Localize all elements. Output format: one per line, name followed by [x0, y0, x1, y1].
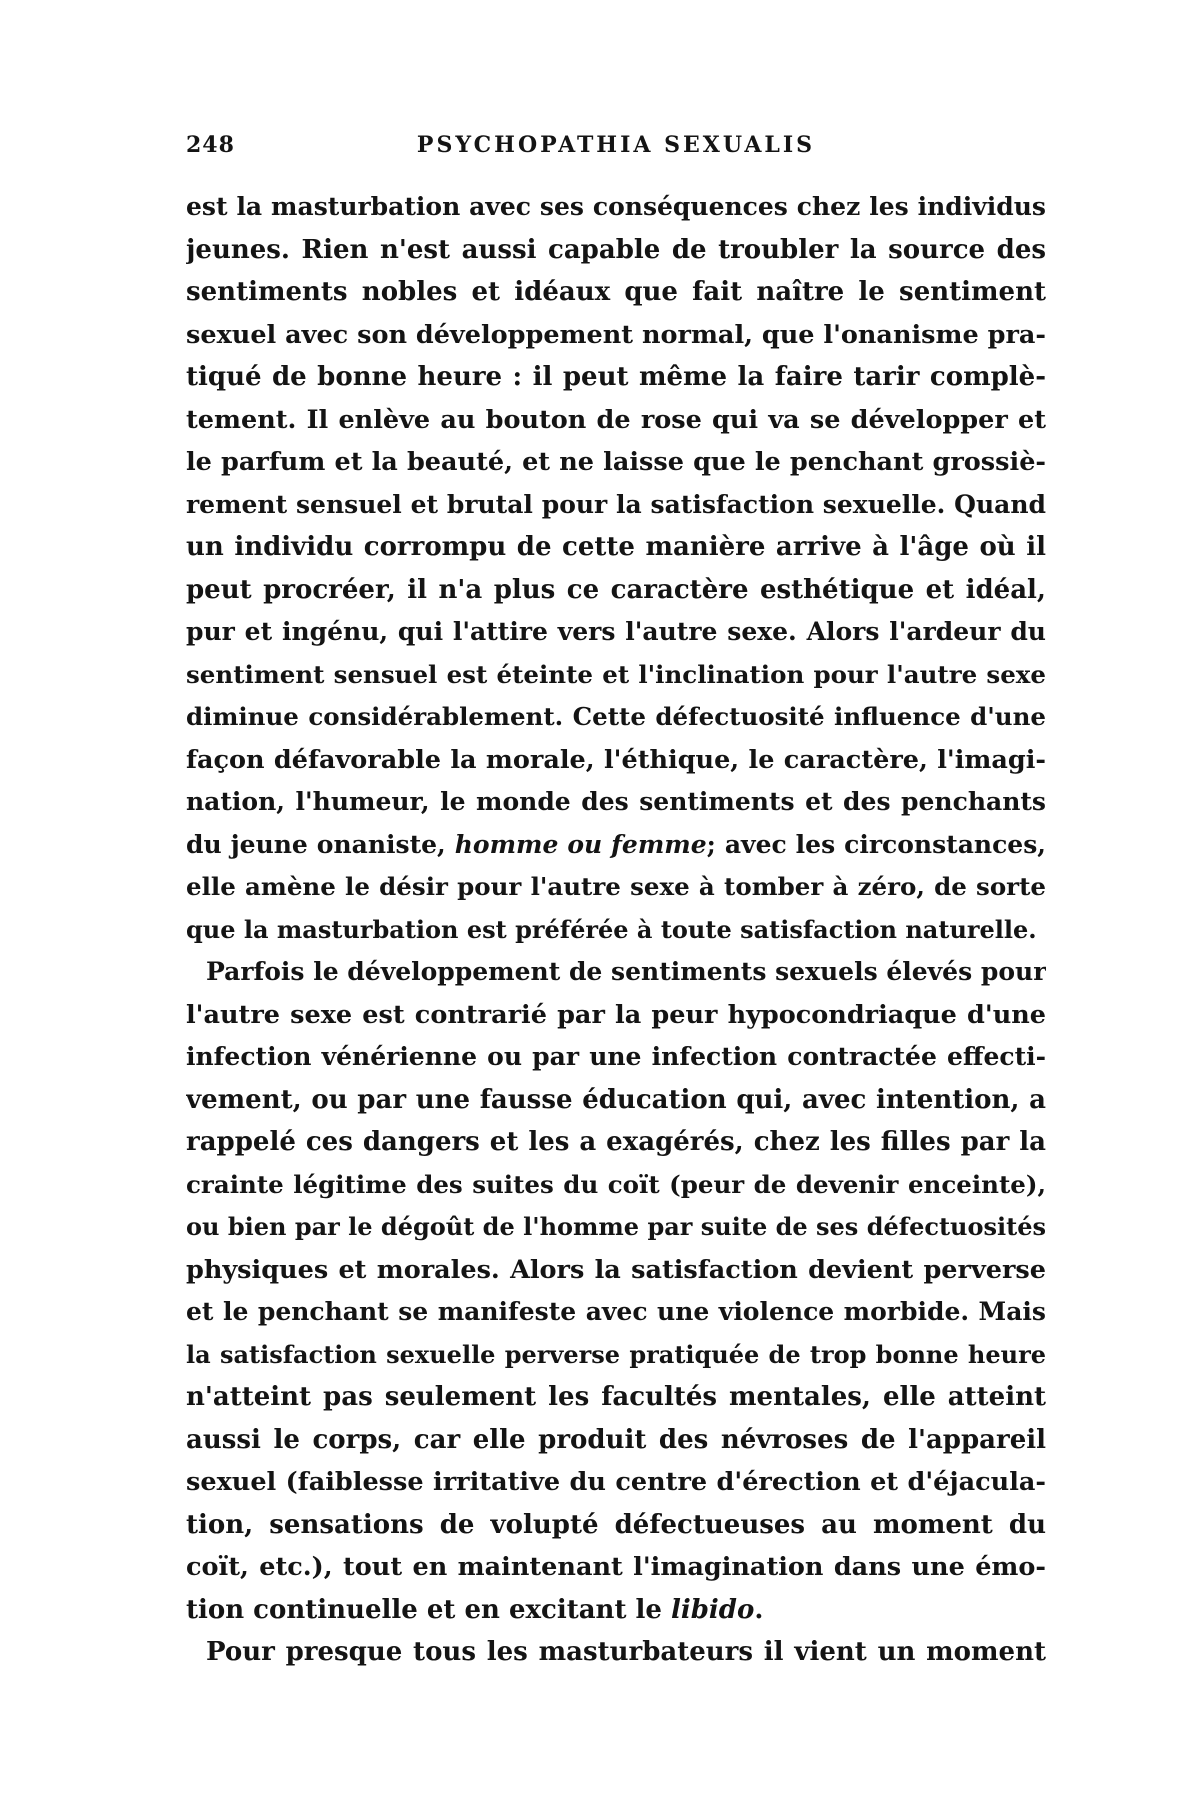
text-line [186, 1121, 1046, 1164]
text-segment: diminue considérablement. Cette défectuosité influence d'une [186, 702, 1046, 731]
italic-text: libido [671, 1594, 755, 1625]
text-segment: peut procréer, il n'a plus ce caractère esthétique et idéal, [186, 574, 1046, 605]
text-segment: Parfois le développement de sentiments sexuels élevés pour [206, 957, 1046, 986]
text-segment: ou bien par le dégoût de l'homme par suite de ses défectuosités [186, 1212, 1046, 1241]
text-line [186, 229, 1046, 272]
text-line [186, 484, 1046, 527]
text-segment: sentiments nobles et idéaux que fait naître le sentiment [186, 277, 1046, 307]
text-segment: est la masturbation avec ses conséquences chez les individus [186, 192, 1046, 221]
text-line [186, 1206, 1046, 1249]
text-line [186, 951, 1046, 994]
text-segment: coït, etc.), tout en maintenant l'imagination dans une émo- [186, 1552, 1046, 1582]
page-number: 248 [186, 132, 235, 158]
text-line [186, 696, 1046, 739]
text-segment: ; avec les circonstances, [706, 829, 1046, 859]
text-line [186, 781, 1046, 824]
text-segment: nation, l'humeur, le monde des sentiments et des penchants [186, 787, 1046, 816]
text-line [186, 1461, 1046, 1504]
text-line [186, 994, 1046, 1037]
text-line [186, 399, 1046, 442]
text-segment: physiques et morales. Alors la satisfaction devient perverse [186, 1254, 1046, 1285]
text-line [186, 441, 1046, 484]
text-line [186, 271, 1046, 314]
text-segment: du jeune onaniste, [186, 829, 455, 859]
text-line [186, 569, 1046, 612]
text-segment: sexuel (faiblesse irritative du centre d'érection et d'éjacula- [186, 1467, 1046, 1497]
text-line [186, 1589, 1046, 1632]
text-segment: n'atteint pas seulement les facultés mentales, elle atteint [186, 1382, 1046, 1412]
text-line [186, 356, 1046, 399]
text-line [186, 824, 1046, 867]
text-segment: tion continuelle et en excitant le [186, 1594, 671, 1625]
text-line [186, 654, 1046, 697]
text-segment: la satisfaction sexuelle perverse pratiquée de trop bonne heure [186, 1339, 1046, 1369]
text-line [186, 1164, 1046, 1207]
text-line [186, 611, 1046, 654]
running-title: PSYCHOPATHIA SEXUALIS [416, 132, 816, 158]
text-line [186, 866, 1046, 909]
text-segment: rappelé ces dangers et les a exagérés, chez les filles par la [186, 1127, 1046, 1157]
text-segment: et le penchant se manifeste avec une violence morbide. Mais [186, 1297, 1046, 1326]
text-segment: façon défavorable la morale, l'éthique, le caractère, l'imagi- [186, 744, 1046, 775]
text-segment: elle amène le désir pour l'autre sexe à tomber à zéro, de sorte [186, 872, 1046, 901]
body-text [186, 186, 1046, 1674]
text-segment: vement, ou par une fausse éducation qui, avec intention, a [186, 1084, 1046, 1115]
text-line [186, 1079, 1046, 1122]
text-segment: tiqué de bonne heure : il peut même la faire tarir complè- [186, 362, 1046, 392]
text-segment: que la masturbation est préférée à toute satisfaction naturelle. [186, 914, 1037, 944]
text-line [186, 1249, 1046, 1292]
text-line [186, 739, 1046, 782]
text-segment: pur et ingénu, qui l'attire vers l'autre sexe. Alors l'ardeur du [186, 617, 1046, 646]
text-line [186, 526, 1046, 569]
italic-text: homme ou femme [454, 829, 707, 859]
text-line [186, 1419, 1046, 1462]
text-segment: . [754, 1594, 764, 1625]
text-line [186, 314, 1046, 357]
text-segment: sexuel avec son développement normal, que l'onanisme pra- [186, 319, 1046, 350]
text-line [186, 1546, 1046, 1589]
text-segment: tion, sensations de volupté défectueuses au moment du [186, 1509, 1046, 1540]
text-segment: infection vénérienne ou par une infection contractée effecti- [186, 1042, 1046, 1071]
text-segment: l'autre sexe est contrarié par la peur hypocondriaque d'une [186, 999, 1046, 1030]
text-segment: aussi le corps, car elle produit des névroses de l'appareil [186, 1424, 1046, 1455]
text-segment: rement sensuel et brutal pour la satisfaction sexuelle. Quand [186, 489, 1046, 519]
text-line [186, 1504, 1046, 1547]
text-segment: sentiment sensuel est éteinte et l'inclination pour l'autre sexe [186, 659, 1046, 689]
text-segment: crainte légitime des suites du coït (peur de devenir enceinte), [186, 1169, 1046, 1199]
text-line [186, 186, 1046, 229]
text-line [186, 1036, 1046, 1079]
text-segment: Pour presque tous les masturbateurs il vient un moment [206, 1637, 1046, 1667]
text-line [186, 1291, 1046, 1334]
text-line [186, 1376, 1046, 1419]
text-segment: le parfum et la beauté, et ne laisse que le penchant grossiè- [186, 447, 1046, 477]
text-segment: un individu corrompu de cette manière arrive à l'âge où il [186, 532, 1046, 562]
text-line [186, 1631, 1046, 1674]
text-segment: tement. Il enlève au bouton de rose qui va se développer et [186, 404, 1046, 435]
text-line [186, 909, 1046, 952]
text-line [186, 1334, 1046, 1377]
text-segment: jeunes. Rien n'est aussi capable de troubler la source des [186, 234, 1046, 265]
running-head [186, 132, 1046, 172]
